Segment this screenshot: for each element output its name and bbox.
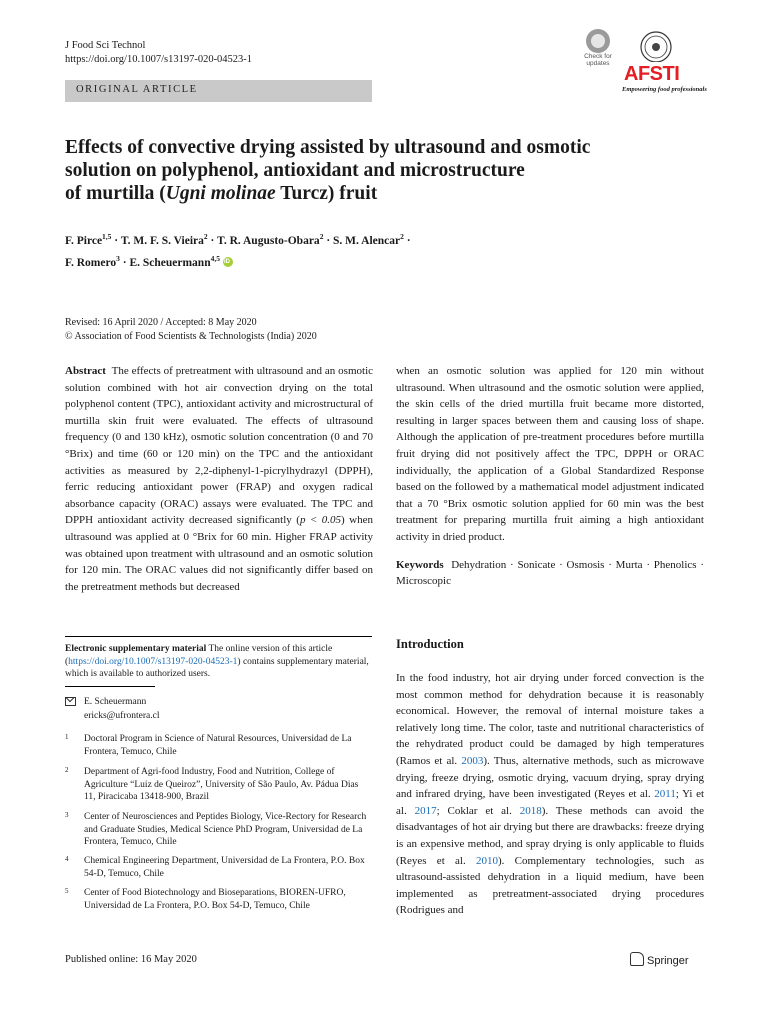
citation-link[interactable]: 2010: [475, 854, 498, 867]
p-value: p < 0.05: [299, 514, 342, 527]
author[interactable]: F. Romero$^3$: [65, 253, 120, 269]
citation-link[interactable]: 2011: [654, 788, 676, 801]
title-line-2: solution on polyphenol, antioxidant and microstructure: [65, 160, 525, 181]
author[interactable]: T. M. F. S. Vieira$^2$: [120, 232, 208, 247]
contact-name: E. Scheuermann: [84, 697, 147, 707]
species-name: Ugni molinae: [165, 183, 276, 204]
title-line-3: of murtilla (Ugni molinae Turcz) fruit: [65, 183, 378, 204]
check-updates-icon: [586, 29, 610, 53]
abstract-label: Abstract: [65, 365, 106, 377]
author[interactable]: T. R. Augusto-Obara$^2$: [217, 232, 324, 247]
publication-dates: [65, 316, 317, 344]
journal-name: J Food Sci Technol: [65, 40, 146, 51]
published-online: Published online: 16 May 2020: [65, 954, 197, 965]
title-line-1: Effects of convective drying assisted by ultrasound and osmotic: [65, 137, 591, 158]
supplementary-material-note: Electronic supplementary material The online version of this article (https://doi.org/10.1007/s13197-020-04523-1) contains supplementary material, which is available to authorized users.: [65, 644, 369, 680]
affiliation: 5 Center of Food Biotechnology and Bioseparations, BIOREN-UFRO, Universidad de La Frontera, P.O. Box 54-D, Temuco, Chile: [65, 887, 346, 911]
affiliation: 4 Chemical Engineering Department, Universidad de La Frontera, P.O. Box 54-D, Temuco, Chile: [65, 855, 365, 879]
journal-header: [65, 39, 252, 67]
author-list: F. Pirce$^{1,5}$ · T. M. F. S. Vieira$^2$ · T. R. Augusto-Obara$^2$ · S. M. Alencar$^2$ · F. Romero$^3$ · E. Scheuermann$^{4,5}$iD: [65, 228, 705, 272]
corresponding-author: [65, 695, 372, 723]
copyright-line: © Association of Food Scientists & Technologists (India) 2020: [65, 331, 317, 342]
author[interactable]: F. Pirce$^{1,5}$: [65, 232, 112, 247]
abstract-left: [65, 363, 373, 595]
check-for-updates-badge[interactable]: [580, 29, 616, 69]
keywords: [396, 557, 704, 590]
abstract-text-part-1: The effects of pretreatment with ultrasound and an osmotic solution combined with hot air convection drying on the total polyphenol content (TPC), antioxidant activity and microstructural of murtilla skin fruit were evaluated. The effects of ultrasound frequency (0 and 130 kHz), osmotic solution concentration (0 and 70 °Brix) and time (60 or 120 min) on the TPC and the antioxidant activities as measured by 2,2-diphenyl-1-picrylhydrazyl (DPPH), ferric reducing antioxidant power (FRAP) and oxygen radical absorbance capacity (ORAC) assays were evaluated. The TPC and DPPH antioxidant activity decreased significantly (: [65, 365, 374, 527]
article-title: [65, 136, 705, 205]
citation-link[interactable]: 2018: [519, 804, 542, 817]
publisher-name: Springer: [647, 955, 689, 967]
envelope-icon: [65, 697, 76, 706]
contact-email[interactable]: ericks@ufrontera.cl: [84, 711, 160, 721]
footnote-divider-short: [65, 686, 155, 687]
springer-logo: [630, 952, 689, 967]
springer-horse-icon: [630, 952, 644, 966]
abstract-text-continued: when an osmotic solution was applied for 120 min without ultrasound. When ultrasound and the osmotic solution were applied, the skin cells of the dried murtilla fruit became more distorted, resulting in larger spaces between them and causing loss of shape. Although the application of pre-treatment procedures before murtilla fruit drying did not positively affect the TPC, DPPH or ORAC individually, the application of a Global Standardized Response based on the followed by a mathematical model adjustment indicated that a 70 °Brix osmotic solution applied for 60 min was the best treatment for preparing murtilla fruit aiming a high antioxidant activity in dried product.: [396, 365, 704, 543]
esm-doi-link[interactable]: https://doi.org/10.1007/s13197-020-04523-1: [68, 656, 238, 667]
footnote-divider: [65, 636, 372, 637]
esm-label: Electronic supplementary material: [65, 644, 207, 654]
abstract-text-part-2: ) when ultrasound was applied at 0 °Brix for 60 min. Higher FRAP activity was obtained upon treatment with ultrasound and an osmotic solution for 120 min. The ORAC values did not significantly differ based on the pretreatment methods but decreased: [65, 514, 373, 593]
author[interactable]: S. M. Alencar$^2$: [333, 232, 404, 247]
orcid-icon[interactable]: [223, 257, 233, 267]
citation-link[interactable]: 2017: [414, 804, 437, 817]
affiliation: 1 Doctoral Program in Science of Natural Resources, Universidad de La Frontera, Temuco, Chile: [65, 733, 352, 757]
afsti-logo-text: AFSTI: [624, 63, 680, 85]
afsti-tagline: Empowering food professionals: [622, 86, 707, 93]
article-type-band: [65, 80, 372, 102]
check-updates-label: Check for updates: [584, 53, 612, 67]
afsti-logo: [622, 30, 707, 96]
revised-accepted-dates: Revised: 16 April 2020 / Accepted: 8 May 2020: [65, 317, 257, 328]
author[interactable]: E. Scheuermann$^{4,5}$: [129, 253, 220, 269]
keywords-list: Dehydration · Sonicate · Osmosis · Murta · Phenolics · Microscopic: [396, 558, 704, 588]
keywords-label: Keywords: [396, 558, 444, 571]
introduction-text: In the food industry, hot air drying under forced convection is the most common method for dehydration because it is reasonably economical. However, the removal of internal moisture takes a relatively long time. The color, taste and nutritional characteristics of the rehydrated product could be damaged by high temperatures (Ramos et al. 2003). Thus, alternative methods, such as microwave drying, freeze drying, osmotic drying, vacuum drying, spray drying and infrared drying, have been investigated (Reyes et al. 2011; Yi et al. 2017; Coklar et al. 2018). These methods can avoid the disadvantages of hot air drying but there are drawbacks: freeze drying is an expensive method, and spray drying is only applicable to fluids (Reyes et al. 2010). Complementary technologies, such as ultrasound-assisted dehydration in a liquid medium, have been implemented as pretreatment-associated drying procedures (Rodrigues and: [396, 672, 705, 917]
article-doi[interactable]: https://doi.org/10.1007/s13197-020-04523-1: [65, 54, 253, 65]
introduction-heading: Introduction: [396, 637, 464, 651]
abstract-right: [396, 363, 704, 590]
citation-link[interactable]: 2003: [461, 754, 484, 767]
affiliation: 2 Department of Agri-food Industry, Food and Nutrition, College of Agriculture “Luiz de Queiroz”, University of São Paulo, Av. Pádua Dias 11, Piracicaba 13418-900, Brazil: [65, 766, 359, 803]
article-type-label: ORIGINAL ARTICLE: [76, 84, 198, 95]
affiliation: 3 Center of Neurosciences and Peptides Biology, Vice-Rectory for Research and Graduate Studies, Medical Science PhD Program, Universidad de La Frontera, Temuco, Chile: [65, 811, 367, 848]
